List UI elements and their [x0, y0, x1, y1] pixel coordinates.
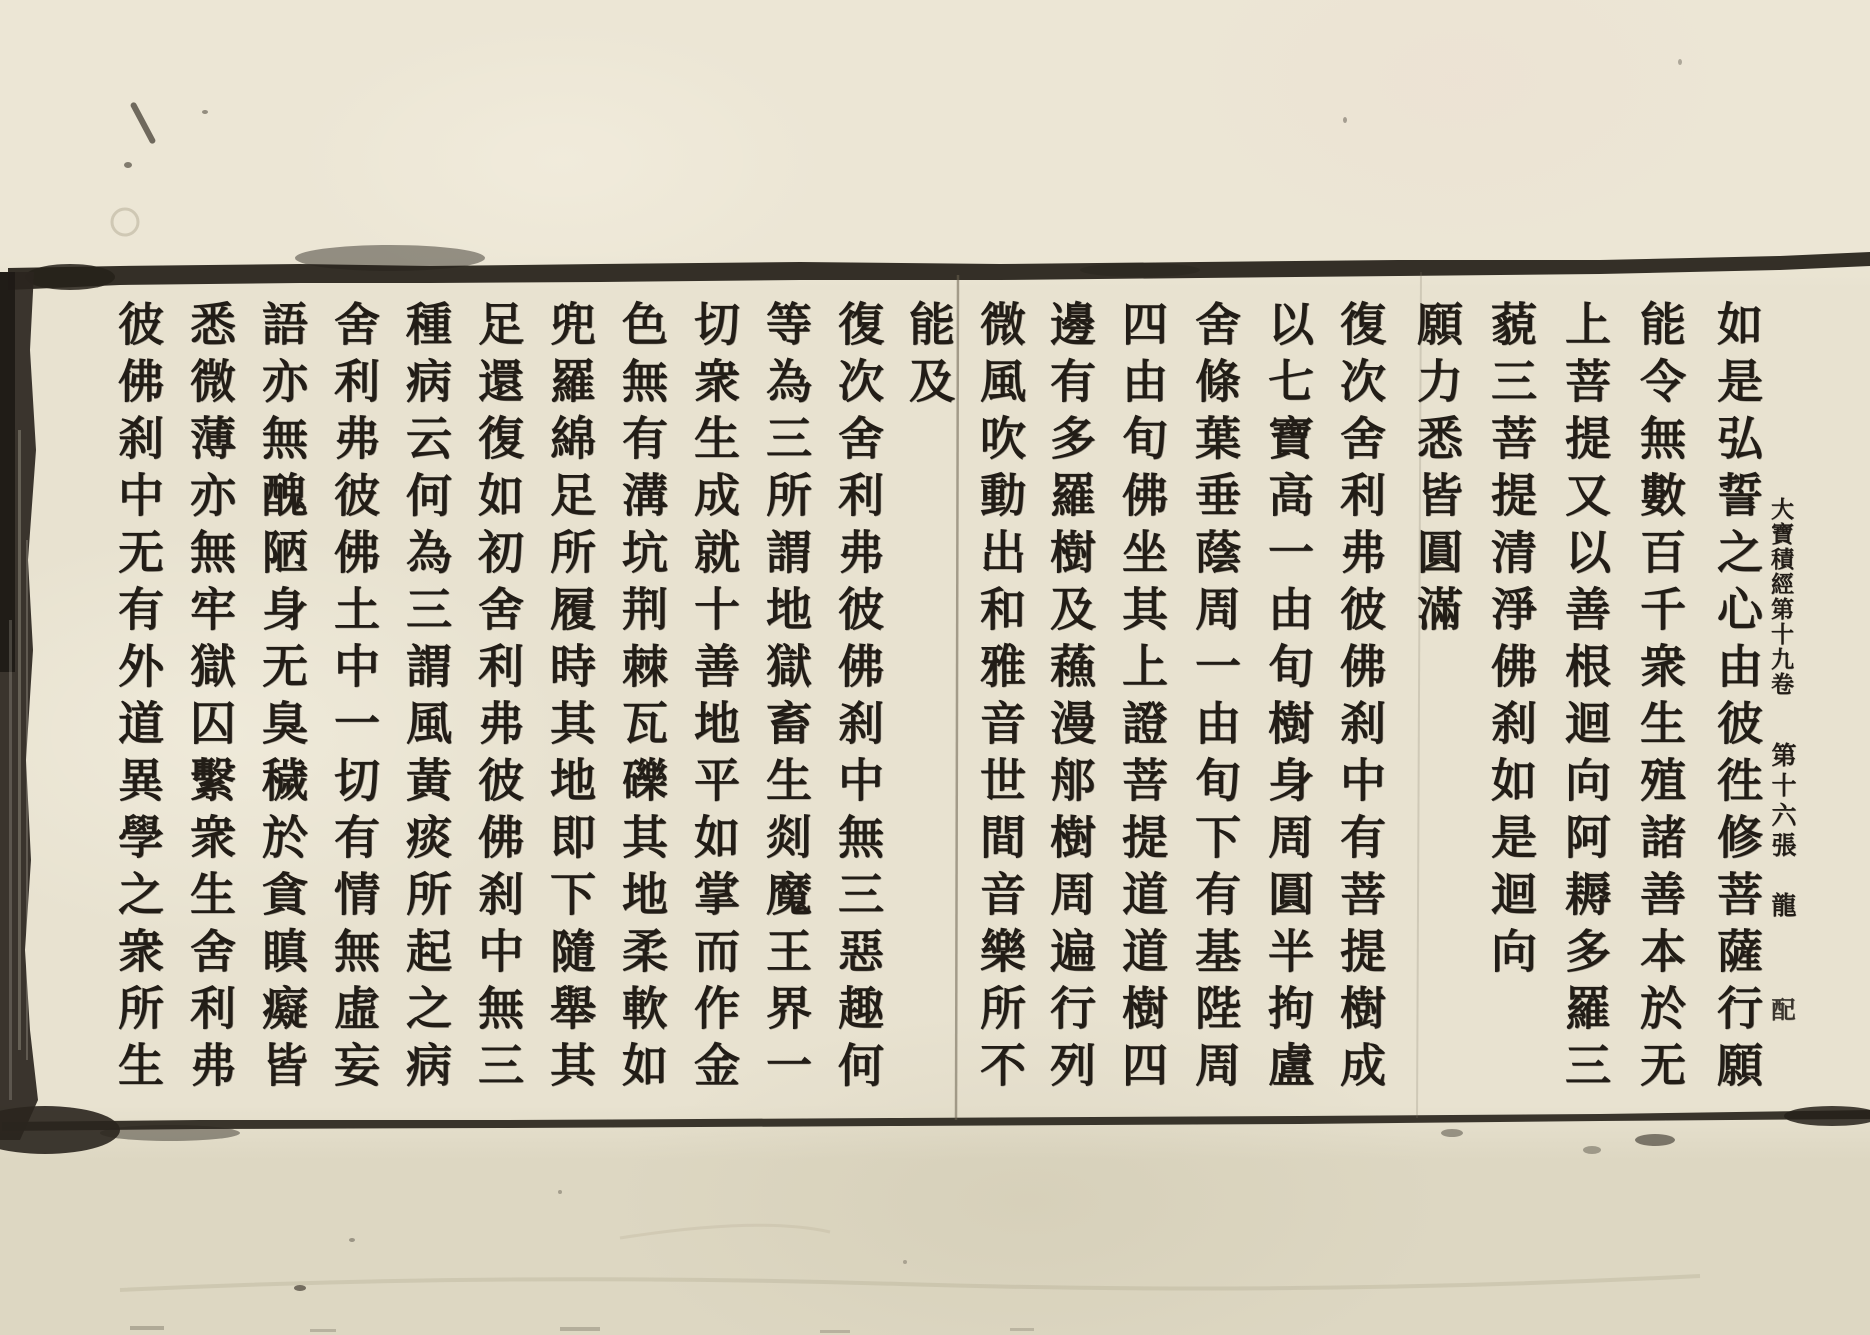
- left-ink-streak: [18, 430, 21, 1050]
- speck: [349, 1238, 355, 1242]
- speck: [558, 1190, 562, 1194]
- bottom-edge-mark: [820, 1330, 850, 1333]
- sutra-column-17: 兜羅綿足所履時其地即下隨舉其: [543, 300, 597, 1098]
- left-ink-core: [0, 272, 15, 672]
- speck: [294, 1285, 306, 1291]
- sutra-column-6: 復次舍利弗彼佛刹中有菩提樹成: [1333, 300, 1387, 1098]
- margin-scroll-title: 大寶積經第十九卷: [1767, 497, 1794, 697]
- sutra-column-2: 能令無數百千衆生殖諸善本於无: [1633, 300, 1687, 1098]
- collation-mark: 龍: [1768, 892, 1797, 917]
- bottom-left-blotch: [100, 1125, 240, 1141]
- sutra-column-8: 舍條葉垂蔭周一由旬下有基陛周: [1188, 300, 1242, 1098]
- stain-ring: [112, 209, 138, 235]
- bottom-border-speck: [1635, 1134, 1675, 1146]
- speck: [124, 162, 132, 168]
- scratch-mark: [130, 101, 157, 144]
- sutra-column-10: 邊有多羅樹及蘓漫郍樹周遍行列: [1043, 300, 1097, 1098]
- sutra-column-3: 上菩提又以善根迴向阿耨多羅三: [1558, 300, 1612, 1098]
- speck: [202, 110, 208, 114]
- top-border-smudge: [295, 245, 485, 271]
- sutra-column-11: 微風吹動出和雅音世間音樂所不: [973, 300, 1027, 1098]
- sutra-column-7: 以七寶高一由旬樹身周圓半拘盧: [1261, 300, 1315, 1098]
- sutra-column-13: 復次舍利弗彼佛刹中無三惡趣何: [831, 300, 885, 1098]
- bottom-edge-mark: [560, 1327, 600, 1331]
- sutra-column-15: 切衆生成就十善地平如掌而作金: [687, 300, 741, 1098]
- speck: [903, 1260, 907, 1264]
- top-border-line: [8, 252, 1870, 290]
- sutra-column-12: 能及: [902, 300, 956, 414]
- bottom-border-speck: [1441, 1129, 1463, 1137]
- bottom-edge-mark: [1010, 1328, 1034, 1331]
- sutra-column-5: 願力悉皆圓滿: [1410, 300, 1464, 642]
- paper-crease-shadow: [120, 1276, 1700, 1290]
- sutra-column-14: 等為三所謂地獄畜生剡魔王界一: [759, 300, 813, 1098]
- left-ink-streak: [9, 620, 12, 1100]
- sutra-column-21: 語亦無醜陋身无臭穢於貪瞋癡皆: [255, 300, 309, 1098]
- top-border-smudge: [1080, 263, 1200, 277]
- sutra-column-23: 彼佛刹中无有外道異學之衆所生: [111, 300, 165, 1098]
- bottom-right-wedge: [1784, 1106, 1870, 1126]
- sutra-column-22: 悉微薄亦無牢獄囚繫衆生舍利弗: [183, 300, 237, 1098]
- sutra-column-1: 如是弘誓之心由彼徃修菩薩行願: [1710, 300, 1764, 1098]
- bottom-border-line: [2, 1110, 1870, 1131]
- bottom-edge-mark: [130, 1326, 164, 1330]
- speck: [1678, 59, 1682, 65]
- sutra-column-4: 藐三菩提清淨佛刹如是迴向: [1484, 300, 1538, 984]
- sutra-column-9: 四由旬佛坐其上證菩提道道樹四: [1115, 300, 1169, 1098]
- sutra-column-19: 種病云何為三謂風黃痰所起之病: [399, 300, 453, 1098]
- margin-sheet-number: 第十六張: [1768, 742, 1797, 862]
- sutra-column-16: 色無有溝坑荆棘瓦礫其地柔軟如: [615, 300, 669, 1098]
- collation-mark-2: 配: [1767, 997, 1796, 1021]
- paper-crease-shadow: [620, 1225, 830, 1238]
- sutra-column-20: 舍利弗彼佛土中一切有情無虛妄: [327, 300, 381, 1098]
- left-ink-streak: [26, 540, 28, 1060]
- bottom-border-speck: [1583, 1146, 1601, 1154]
- top-border-smudge: [25, 264, 115, 290]
- sutra-column-18: 足還復如初舍利弗彼佛刹中無三: [471, 300, 525, 1098]
- bottom-edge-mark: [310, 1329, 336, 1332]
- speck: [1343, 117, 1347, 123]
